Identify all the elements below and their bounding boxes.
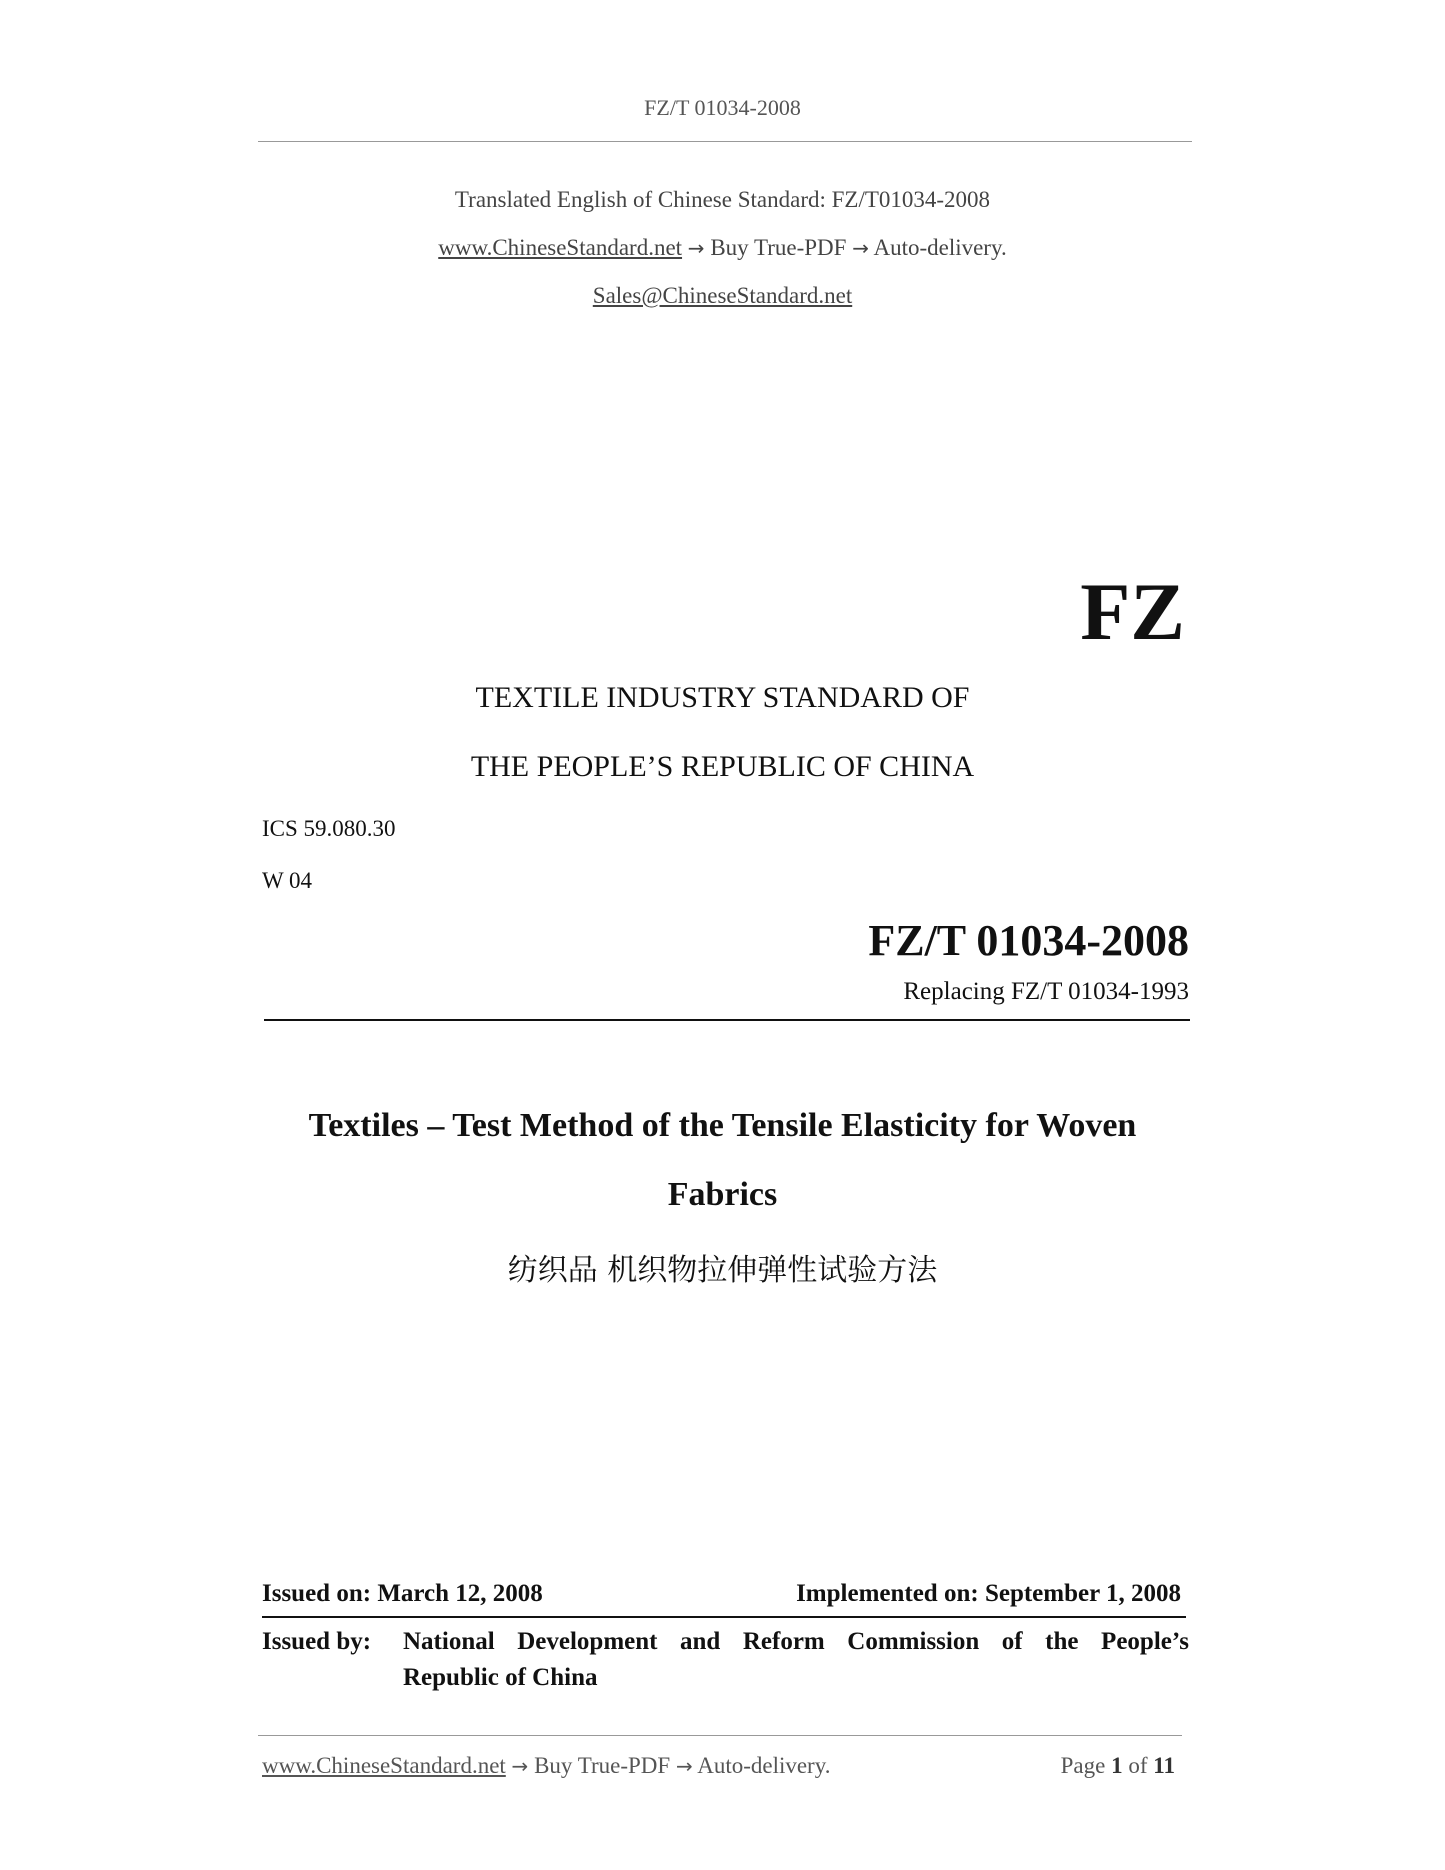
issued-by-label: Issued by: <box>262 1628 372 1655</box>
arrow-right-icon: → <box>511 1754 529 1778</box>
buy-text: Buy True-PDF <box>710 235 847 260</box>
footer-buy-text: Buy True-PDF <box>534 1753 671 1778</box>
issued-by-line1: National Development and Reform Commission of the People’s <box>403 1628 1189 1655</box>
email-link[interactable]: Sales@ChineseStandard.net <box>592 283 853 308</box>
issued-on: Issued on: March 12, 2008 <box>262 1580 543 1607</box>
chinese-title: 纺织品 机织物拉伸弹性试验方法 <box>507 1253 938 1288</box>
standard-title-line2: THE PEOPLE’S REPUBLIC OF CHINA <box>470 750 975 783</box>
page-current: 1 <box>1111 1753 1123 1778</box>
header-standard-code: FZ/T 01034-2008 <box>644 95 801 120</box>
page-total: 11 <box>1153 1753 1175 1778</box>
classification-code: W 04 <box>262 868 313 893</box>
document-title-line2: Fabrics <box>667 1176 778 1213</box>
page-of: of <box>1128 1753 1148 1778</box>
standard-number: FZ/T 01034-2008 <box>868 916 1189 965</box>
document-title-line1: Textiles – Test Method of the Tensile Elasticity for Woven <box>308 1107 1137 1144</box>
standard-title-line1: TEXTILE INDUSTRY STANDARD OF <box>475 681 970 714</box>
footer-delivery-text: Auto-delivery. <box>697 1753 831 1778</box>
website-link[interactable]: www.ChineseStandard.net <box>438 235 683 260</box>
title-divider <box>264 1019 1190 1021</box>
footer-website-link[interactable]: www.ChineseStandard.net <box>262 1753 506 1778</box>
page-label: Page <box>1060 1753 1106 1778</box>
implemented-on: Implemented on: September 1, 2008 <box>796 1580 1181 1607</box>
arrow-right-icon: → <box>675 1754 693 1778</box>
translated-notice: Translated English of Chinese Standard: FZ/T01034-2008 <box>454 187 991 212</box>
page-indicator <box>1061 1753 1175 1779</box>
purchase-line <box>0 235 1445 261</box>
replacing-standard: Replacing FZ/T 01034-1993 <box>903 978 1189 1005</box>
standard-mark: FZ <box>1080 566 1185 657</box>
delivery-text: Auto-delivery. <box>873 235 1007 260</box>
header-divider <box>258 141 1192 142</box>
footer-divider <box>258 1735 1182 1736</box>
issued-by-line2: Republic of China <box>403 1664 598 1691</box>
ics-code: ICS 59.080.30 <box>262 816 396 841</box>
footer-purchase-line <box>262 1753 830 1779</box>
email-line <box>0 283 1445 309</box>
arrow-right-icon: → <box>687 236 705 260</box>
issue-divider <box>262 1616 1186 1618</box>
arrow-right-icon: → <box>852 236 869 260</box>
